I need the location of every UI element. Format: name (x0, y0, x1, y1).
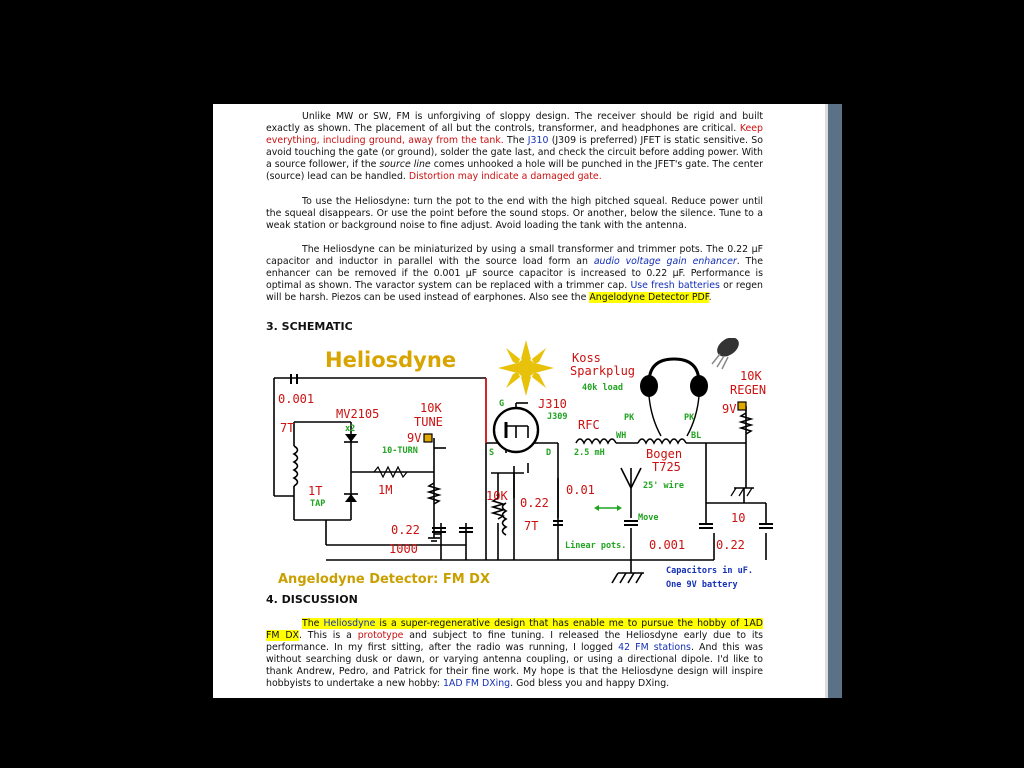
link-heliosdyne[interactable]: Heliosdyne (323, 618, 376, 629)
svg-text:x2: x2 (345, 424, 356, 434)
svg-text:40k load: 40k load (582, 383, 623, 393)
svg-text:BL: BL (691, 431, 702, 441)
document-page (213, 104, 825, 698)
svg-text:Linear pots.: Linear pots. (565, 541, 627, 551)
section-heading-discussion: 4. DISCUSSION (266, 593, 358, 606)
link-prototype[interactable]: prototype (357, 630, 404, 642)
svg-text:MV2105: MV2105 (336, 407, 380, 421)
svg-text:10K: 10K (420, 401, 442, 415)
svg-text:One 9V battery: One 9V battery (666, 580, 738, 590)
svg-text:7T: 7T (280, 421, 295, 435)
svg-text:Move: Move (638, 513, 659, 523)
svg-text:9V: 9V (722, 402, 737, 416)
paragraph-discussion: The Heliosdyne is a super-regenerative design that has enable me to pursue the hobby of 1AD FM DX. This is a prototype and subject to fine tuning. I released the Heliosdyne early due to its performance. In my first sitting, after the radio was running, I logged 42 FM stations. And this was without searching dusk or dawn, or varying antenna coupling, or using a directional dipole. I'd like to thank Andrew, Pedro, and Patrick for their fine work. My hope is that the Heliosdyne design will inspire hobbyists to undertake a new hobby: 1AD FM DXing. God bless you and happy DXing. (266, 618, 764, 690)
link-1ad-fm-dxing[interactable]: 1AD FM DXing (442, 678, 511, 690)
svg-text:RFC: RFC (578, 418, 600, 432)
svg-text:J309: J309 (547, 412, 568, 422)
link-j310[interactable]: J310 (527, 135, 549, 147)
svg-text:PK: PK (684, 413, 695, 423)
svg-text:Bogen: Bogen (646, 447, 683, 461)
svg-text:25' wire: 25' wire (643, 481, 684, 491)
link-angelodyne-pdf[interactable]: Angelodyne Detector PDF (589, 292, 709, 304)
battery-terminal-icon (424, 434, 432, 442)
svg-text:D: D (546, 448, 552, 458)
svg-text:10-TURN: 10-TURN (382, 446, 418, 456)
schematic-title: Heliosdyne (325, 348, 457, 372)
paragraph-usage: To use the Heliosdyne: turn the pot to the end with the high pitched squeal. Reduce power until the squeal disappears. Or use the point before the sound stops. Or another, below the silence. Tune to a weak station or background noise to fine adjust. Avoid loading the tank with the antenna. (266, 196, 763, 232)
paragraph-miniaturize: The Heliosdyne can be miniaturized by using a small transformer and trimmer pots. The 0.22 µF capacitor and inductor in parallel with the source load form an audio voltage gain enhancer. The enhancer can be removed if the 0.001 µF source capacitor is increased to 0.22 µF. Performance is optimal as shown. The varactor system can be replaced with a trimmer cap. Use fresh batteries or regen will be harsh. Piezos can be used instead of earphones. Also see the Angelodyne Detector PDF. (266, 244, 763, 304)
svg-text:Koss: Koss (572, 351, 601, 365)
svg-text:0.001: 0.001 (278, 392, 315, 406)
svg-text:1000: 1000 (389, 542, 418, 556)
varactor-icon (345, 434, 357, 442)
link-42-fm-stations[interactable]: 42 FM stations (618, 642, 691, 654)
svg-text:2.5 mH: 2.5 mH (574, 448, 605, 458)
sun-icon (498, 340, 554, 396)
transistor-icon (712, 338, 742, 369)
svg-text:0.01: 0.01 (566, 483, 595, 497)
warning-tank: Keep everything, including ground, away from the tank. (266, 123, 763, 147)
svg-text:0.22: 0.22 (716, 538, 745, 552)
schematic-subtitle: Angelodyne Detector: FM DX (278, 572, 490, 587)
svg-text:TAP: TAP (310, 499, 326, 509)
svg-text:PK: PK (624, 413, 635, 423)
svg-text:1T: 1T (308, 484, 323, 498)
svg-text:10: 10 (731, 511, 746, 525)
svg-text:0.001: 0.001 (649, 538, 686, 552)
svg-text:1M: 1M (378, 483, 393, 497)
svg-text:0.22: 0.22 (520, 496, 549, 510)
link-audio-gain-enhancer[interactable]: audio voltage gain enhancer (593, 256, 737, 268)
schematic-diagram (266, 338, 776, 590)
svg-text:7T: 7T (524, 519, 539, 533)
paragraph-design-notes: Unlike MW or SW, FM is unforgiving of sloppy design. The receiver should be rigid and built exactly as shown. The placement of all but the controls, transformer, and headphones are critical. Keep everything, including ground, away from the tank. The J310 (J309 is preferred) JFET is static sensitive. So avoid touching the gate (or ground), solder the gate last, and check the circuit before adding power. With a source follower, if the source line comes unhooked a hole will be punched in the JFET's gate. The center (source) lead can be handled. Distortion may indicate a damaged gate. (266, 111, 764, 183)
svg-text:T725: T725 (652, 460, 681, 474)
svg-text:10K: 10K (740, 369, 762, 383)
warning-distortion: Distortion may indicate a damaged gate. (408, 171, 602, 183)
svg-text:10K: 10K (486, 489, 508, 503)
svg-text:9V: 9V (407, 431, 422, 445)
battery-terminal-icon (738, 402, 746, 410)
svg-text:J310: J310 (538, 397, 567, 411)
svg-text:0.22: 0.22 (391, 523, 420, 537)
headphones-icon (640, 359, 708, 436)
vertical-scrollbar-thumb[interactable] (828, 104, 842, 698)
svg-text:WH: WH (616, 431, 627, 441)
svg-text:Capacitors in uF.: Capacitors in uF. (666, 566, 753, 576)
svg-text:TUNE: TUNE (414, 415, 443, 429)
section-heading-schematic: 3. SCHEMATIC (266, 320, 353, 333)
varactor-icon (345, 494, 357, 502)
link-fresh-batteries[interactable]: Use fresh batteries (630, 280, 720, 292)
svg-text:S: S (489, 448, 495, 458)
svg-text:Sparkplug: Sparkplug (570, 364, 636, 378)
svg-text:REGEN: REGEN (730, 383, 767, 397)
svg-text:G: G (499, 399, 505, 409)
